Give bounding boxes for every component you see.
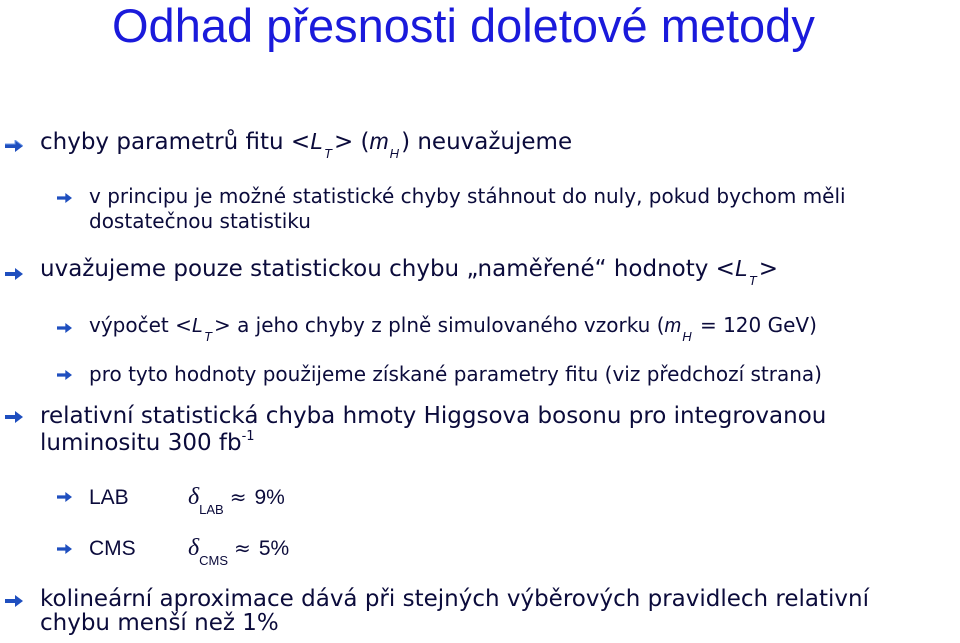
- blue-arrow-icon: [57, 544, 72, 554]
- blue-arrow-icon: [57, 492, 72, 502]
- bullet-1: chyby parametrů fitu $<L_T> (m_H)$ neuvažujeme: [40, 128, 573, 161]
- blue-arrow-icon: [5, 595, 23, 607]
- sub-bullet-1: v principu je možné statistické chyby stáhnout do nuly, pokud bychom měli dostatečnou statistiku: [89, 184, 846, 233]
- bullet-3: relativní statistická chyba hmoty Higgsova bosonu pro integrovanou luminositu 300 $fb^{-1}$: [40, 403, 827, 456]
- blue-arrow-icon: [5, 411, 23, 423]
- blue-arrow-icon: [57, 370, 72, 380]
- bullet-2: uvažujeme pouze statistickou chybu „naměřené“ hodnoty $<L_T>$: [40, 255, 778, 288]
- lab-label: LAB: [89, 486, 129, 509]
- blue-arrow-icon: [5, 140, 23, 152]
- slide-title: Odhad přesnosti doletové metody: [112, 0, 815, 52]
- blue-arrow-icon: [57, 323, 72, 333]
- lab-row: LAB $\delta_{LAB}\approx 9\%$: [89, 484, 285, 517]
- blue-arrow-icon: [57, 193, 72, 203]
- bullet-4: kolineární aproximace dává při stejných výběrových pravidlech relativní chybu menší než 1%: [40, 586, 869, 636]
- sub-bullet-2: výpočet $<L_T > a$ jeho chyby z plně simulovaného vzorku ($m_H = 120$ GeV): [89, 313, 817, 344]
- cms-row: CMS $\delta_{CMS}\approx 5\%$: [89, 535, 290, 568]
- cms-label: CMS: [89, 537, 136, 560]
- sub-bullet-3: pro tyto hodnoty použijeme získané parametry fitu (viz předchozí strana): [89, 362, 822, 386]
- blue-arrow-icon: [5, 268, 23, 280]
